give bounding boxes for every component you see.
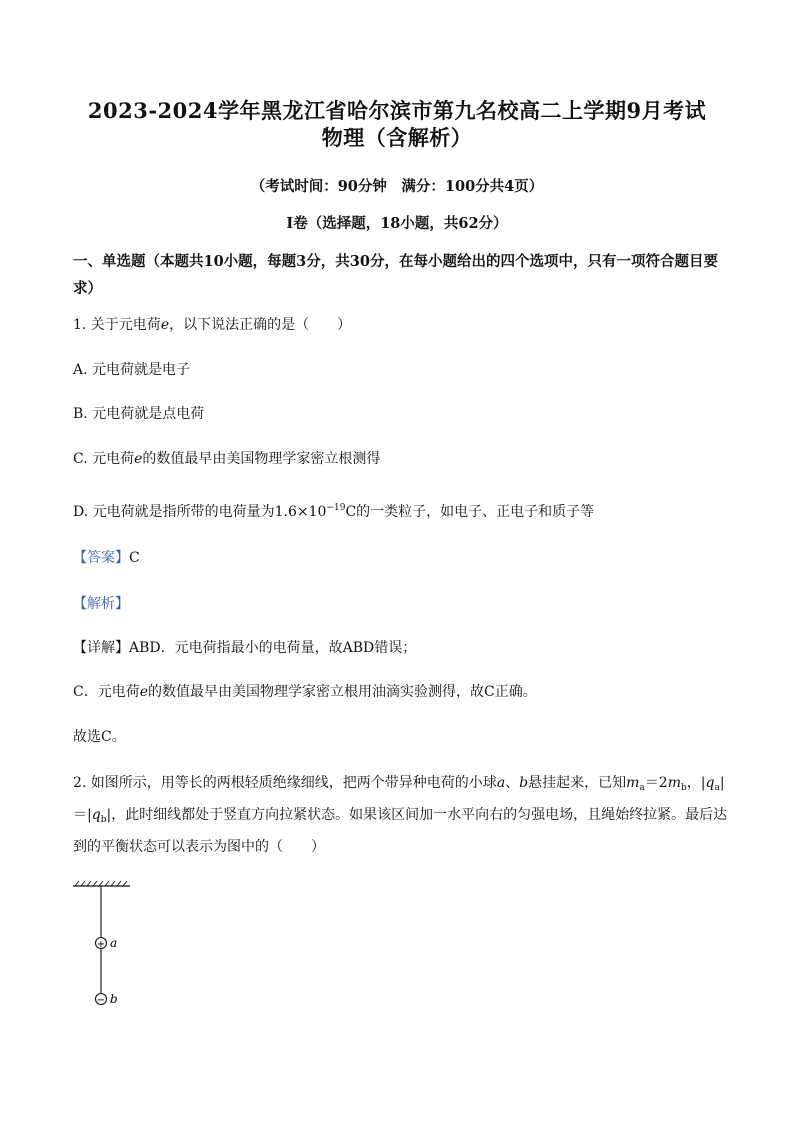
ball-a-label: a (110, 936, 118, 950)
exam-title-line2 (0, 122, 794, 152)
q2-stem: 2. 如图所示，用等长的两根轻质绝缘细线，把两个带异种电荷的小球a、b悬挂起来，已知$m_a=2m_b$，$|q_a|=|q_b|$，此时细线都处于竖直方向拉紧状态。如果该区间加一水平向右的匀强电场，且绳始终拉紧。最后达到的平衡状态可以表示为图中的（ ） (73, 775, 728, 855)
q1-option-c (73, 446, 728, 472)
exam-title-subject: 物理（含解析） (321, 125, 473, 150)
q1-option-d-unit: C (345, 504, 357, 520)
volume-info: Ⅰ卷（选择题，18小题，共62分） (286, 215, 508, 232)
q1-option-d (73, 495, 728, 525)
exam-info: （考试时间：90分钟 满分：100分共4页） (250, 178, 544, 195)
q2-mass-b-sub: b (681, 783, 687, 793)
q2-figure (70, 878, 140, 1013)
q1-answer (73, 545, 728, 571)
answer-value: C (129, 550, 140, 566)
detail-text: ABD．元电荷指最小的电荷量，故ABD错误； (129, 640, 417, 656)
ball-b-label: b (110, 992, 118, 1006)
q2-charge-a: q (705, 775, 715, 791)
q2-var-b: b (519, 775, 529, 791)
q2-mass-b: m (667, 775, 681, 791)
detail2-text: C．元电荷 (73, 684, 140, 700)
detail-tag: 【详解】 (73, 640, 129, 656)
q1-stem-tail: ，以下说法正确的是（ ） (169, 317, 352, 333)
exam-title-line1: 2023-2024学年黑龙江省哈尔滨市第九名校高二上学期9月考试 (87, 98, 707, 123)
q1-option-d-tail: 的一类粒子，如电子、正电子和质子等 (356, 504, 595, 520)
ball-b-sign: − (96, 995, 106, 1006)
q2-comma: ， (686, 775, 701, 791)
q2-text-2: 悬挂起来，已知 (528, 775, 627, 791)
q1-option-a: A. 元电荷就是电子 (73, 362, 191, 378)
q1-option-b: B. 元电荷就是点电荷 (73, 406, 205, 422)
ball-a-sign: + (96, 939, 106, 950)
detail2-tail: 的数值最早由美国物理学家密立根用油滴实验测得，故C正确。 (148, 684, 537, 700)
q2-text-1: 2. 如图所示，用等长的两根轻质绝缘细线，把两个带异种电荷的小球 (73, 775, 497, 791)
q2-charge-a-sub: a (714, 783, 720, 793)
analysis-tag: 【解析】 (73, 596, 129, 612)
q1-detail-2 (73, 679, 728, 705)
q2-mass-a: m (626, 775, 640, 791)
q1-option-d-exponent: −19 (326, 503, 346, 513)
q1-conclusion: 故选C。 (73, 729, 126, 745)
q2-charge-b: q (91, 807, 101, 823)
q1-stem-text: 1. 关于元电荷 (73, 317, 161, 333)
q2-text-3: |，此时细线都处于竖直方向拉紧状态。如果该区间加一水平向右的匀强电场，且绳始终拉紧。最后达到的平衡状态可以表示为图中的（ ） (73, 807, 728, 855)
q2-charge-b-sub: b (100, 815, 107, 825)
q1-detail (73, 635, 728, 661)
q1-stem-var: e (160, 317, 170, 333)
detail2-var: e (139, 684, 149, 700)
answer-tag: 【答案】 (73, 550, 129, 566)
ceiling-hatch (75, 881, 127, 886)
q1-option-d-text: D. 元电荷就是指所带的电荷量为 (73, 504, 275, 520)
q1-option-c-text: C. 元电荷 (73, 451, 135, 467)
q2-eq1: ＝2 (644, 775, 668, 791)
q1-option-d-number: 1.6×10 (274, 504, 327, 520)
q1-stem (73, 312, 728, 338)
q1-option-c-var: e (134, 451, 143, 467)
q1-option-c-tail: 的数值最早由美国物理学家密立根测得 (142, 451, 381, 467)
q2-eq2: |＝ (73, 775, 725, 823)
q2-var-a: a (496, 775, 506, 791)
section-heading: 一、单选题（本题共10小题，每题3分，共30分，在每小题给出的四个选项中，只有一项符合题目要求） (73, 253, 718, 297)
q2-sep: 、 (505, 775, 520, 791)
q2-mass-a-sub: a (639, 783, 645, 793)
